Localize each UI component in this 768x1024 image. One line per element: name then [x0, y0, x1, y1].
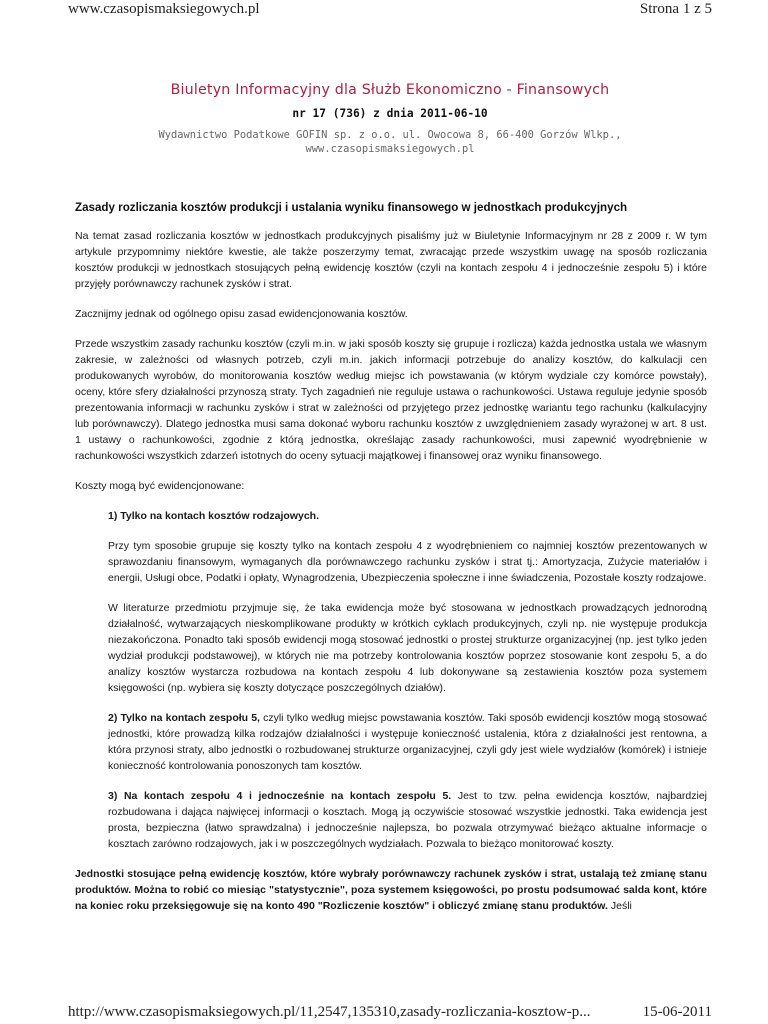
issue-number: nr 17 (736) z dnia 2011-06-10 — [292, 107, 488, 120]
method-1-paragraph-1: Przy tym sposobie grupuje się koszty tylko na kontach zespołu 4 z wyodrębnieniem co najmniej kosztów prezentowanych w sprawozdaniu finansowym, wymaganych dla porównawczego rachunku zysków i strat tj.: Amortyzacja, Zużycie materiałów i energii, Usługi obce, Podatki i opłaty, Wynagrodzenia, Ubezpieczenia społeczne i inne świadczenia, Pozostałe koszty rodzajowe. — [108, 540, 707, 584]
intro-paragraph: Na temat zasad rozliczania kosztów w jednostkach produkcyjnych pisaliśmy już w Biuletynie Informacyjnym nr 28 z 2009 r. W tym artykule przypomnimy niektóre kwestie, ale także poszerzymy temat, zwracając przede wszystkim uwagę na sposób rozliczania kosztów produkcji w jednostkach stosujących pełną ewidencję kosztów (czyli na kontach zespołu 4 i jednocześnie zespołu 5) i które przyjęły porównawczy rachunek zysków i strat. — [75, 230, 707, 290]
closing-bold-text: Jednostki stosujące pełną ewidencję kosztów, które wybrały porównawczy rachunek zysków i strat, ustalają też zmianę stanu produktów. Można to robić co miesiąc "statystycznie", poza systemem księgowości, po prostu podsumować salda kont, które na koniec roku przeksięgowuje się na konto 490 "Rozliczenie kosztów" i obliczyć zmianę stanu produktów. — [75, 868, 707, 912]
method-2-text: czyli tylko według miejsc powstawania kosztów. Taki sposób ewidencji kosztów mogą stosować jednostki, które prowadzą kilka rodzajów działalności i występuje konieczność ustalenia, która z działalności jest rentowna, a która przynosi straty, albo jednostki o rozbudowanej strukturze organizacyjnej, czyli gdy jest wiele wydziałów (komórek) i istnieje konieczność kontrolowania ponoszonych tam kosztów. — [108, 712, 707, 772]
article-heading: Zasady rozliczania kosztów produkcji i ustalania wyniku finansowego w jednostkach produkcyjnych — [75, 201, 628, 214]
footer-print-date: 15-06-2011 — [642, 1004, 712, 1020]
method-3-paragraph — [108, 788, 707, 852]
methods-list — [108, 508, 707, 852]
print-footer — [0, 1002, 768, 1024]
closing-paragraph — [75, 866, 707, 914]
closing-continuation: Jeśli — [607, 900, 632, 912]
method-1-paragraph-2: W literaturze przedmiotu przyjmuje się, że taka ewidencja może być stosowana w jednostkach prowadzących jednorodną działalność, wytwarzających nieskomplikowane produkty w krótkich cyklach produkcyjnych, czyli np. nie występuje produkcja niezakończona. Ponadto taki sposób ewidencji mogą stosować jednostki o prostej strukturze organizacyjnej (np. jest tylko jeden wydział produkcji podstawowej), w których nie ma potrzeby kontrolowania kosztów poprzez stosowanie kont zespołu 5, a do analizy kosztów wystarcza rozbudowa na kontach zespołu 4 lub dokonywane są zestawienia kosztów poza systemem księgowości (np. wybiera się koszty dotyczące poszczególnych działów). — [108, 602, 707, 694]
masthead — [68, 82, 712, 156]
principles-paragraph: Przede wszystkim zasady rachunku kosztów (czyli m.in. w jaki sposób koszty się grupuje i rozlicza) każda jednostka ustala we własnym zakresie, w zależności od własnych potrzeb, czyli m.in. jakich informacji potrzebuje do analizy kosztów, do kalkulacji cen produkowanych wyrobów, do monitorowania kosztów według miejsc ich powstawania (w którym wydziale czy komórce powstały), oceny, które sfery działalności przynoszą straty. Tych zagadnień nie reguluje ustawa o rachunkowości. Ustawa reguluje jedynie sposób prezentowania informacji w rachunku zysków i strat w zależności od przyjętego przez jednostkę wariantu tego rachunku (kalkulacyjny lub porównawczy). Dlatego jednostka musi sama dokonać wyboru rachunku kosztów z uwzględnieniem zasady wyrażonej w art. 8 ust. 1 ustawy o rachunkowości, zgodnie z którą jednostka, określając zasady rachunkowości, musi zapewnić wyodrębnienie w rachunkowości wszystkich zdarzeń istotnych do oceny sytuacji majątkowej i finansowej oraz wyniku finansowego. — [75, 338, 707, 462]
method-3-title: 3) Na kontach zespołu 4 i jednocześnie na kontach zespołu 5. — [108, 790, 452, 802]
method-2-paragraph — [108, 710, 707, 774]
bulletin-title: Biuletyn Informacyjny dla Służb Ekonomiczno - Finansowych — [170, 82, 610, 98]
methods-lead: Koszty mogą być ewidencjonowane: — [75, 480, 245, 492]
header-page-number: Strona 1 z 5 — [639, 1, 712, 17]
print-header — [0, 0, 768, 22]
header-site-url: www.czasopismaksiegowych.pl — [68, 1, 260, 17]
method-1-title: 1) Tylko na kontach kosztów rodzajowych. — [108, 510, 320, 522]
publisher-address: Wydawnictwo Podatkowe GOFIN sp. z o.o. ul. Owocowa 8, 66-400 Gorzów Wlkp., — [158, 129, 622, 141]
article-body — [75, 200, 707, 928]
method-2-title: 2) Tylko na kontach zespołu 5, — [108, 712, 260, 724]
method-3-text: Jest to tzw. pełna ewidencja kosztów, najbardziej rozbudowana i dająca najwięcej informacji o kosztach. Mogą ją oczywiście stosować wszystkie jednostki. Taka ewidencja jest prosta, bezpieczna (łatwo sprawdzalna) i jednocześnie najlepsza, bo pozwala otrzymywać bieżąco aktualne informacje o kosztach zarówno rodzajowych, jak i w poszczególnych wydziałach. Pozwala to bieżąco monitorować koszty. — [108, 790, 707, 850]
publisher-info — [68, 128, 712, 156]
transition-paragraph: Zacznijmy jednak od ogólnego opisu zasad ewidencjonowania kosztów. — [75, 308, 408, 320]
publisher-website: www.czasopismaksiegowych.pl — [305, 143, 475, 155]
footer-source-url: http://www.czasopismaksiegowych.pl/11,2547,135310,zasady-rozliczania-kosztow-p... — [68, 1004, 591, 1020]
